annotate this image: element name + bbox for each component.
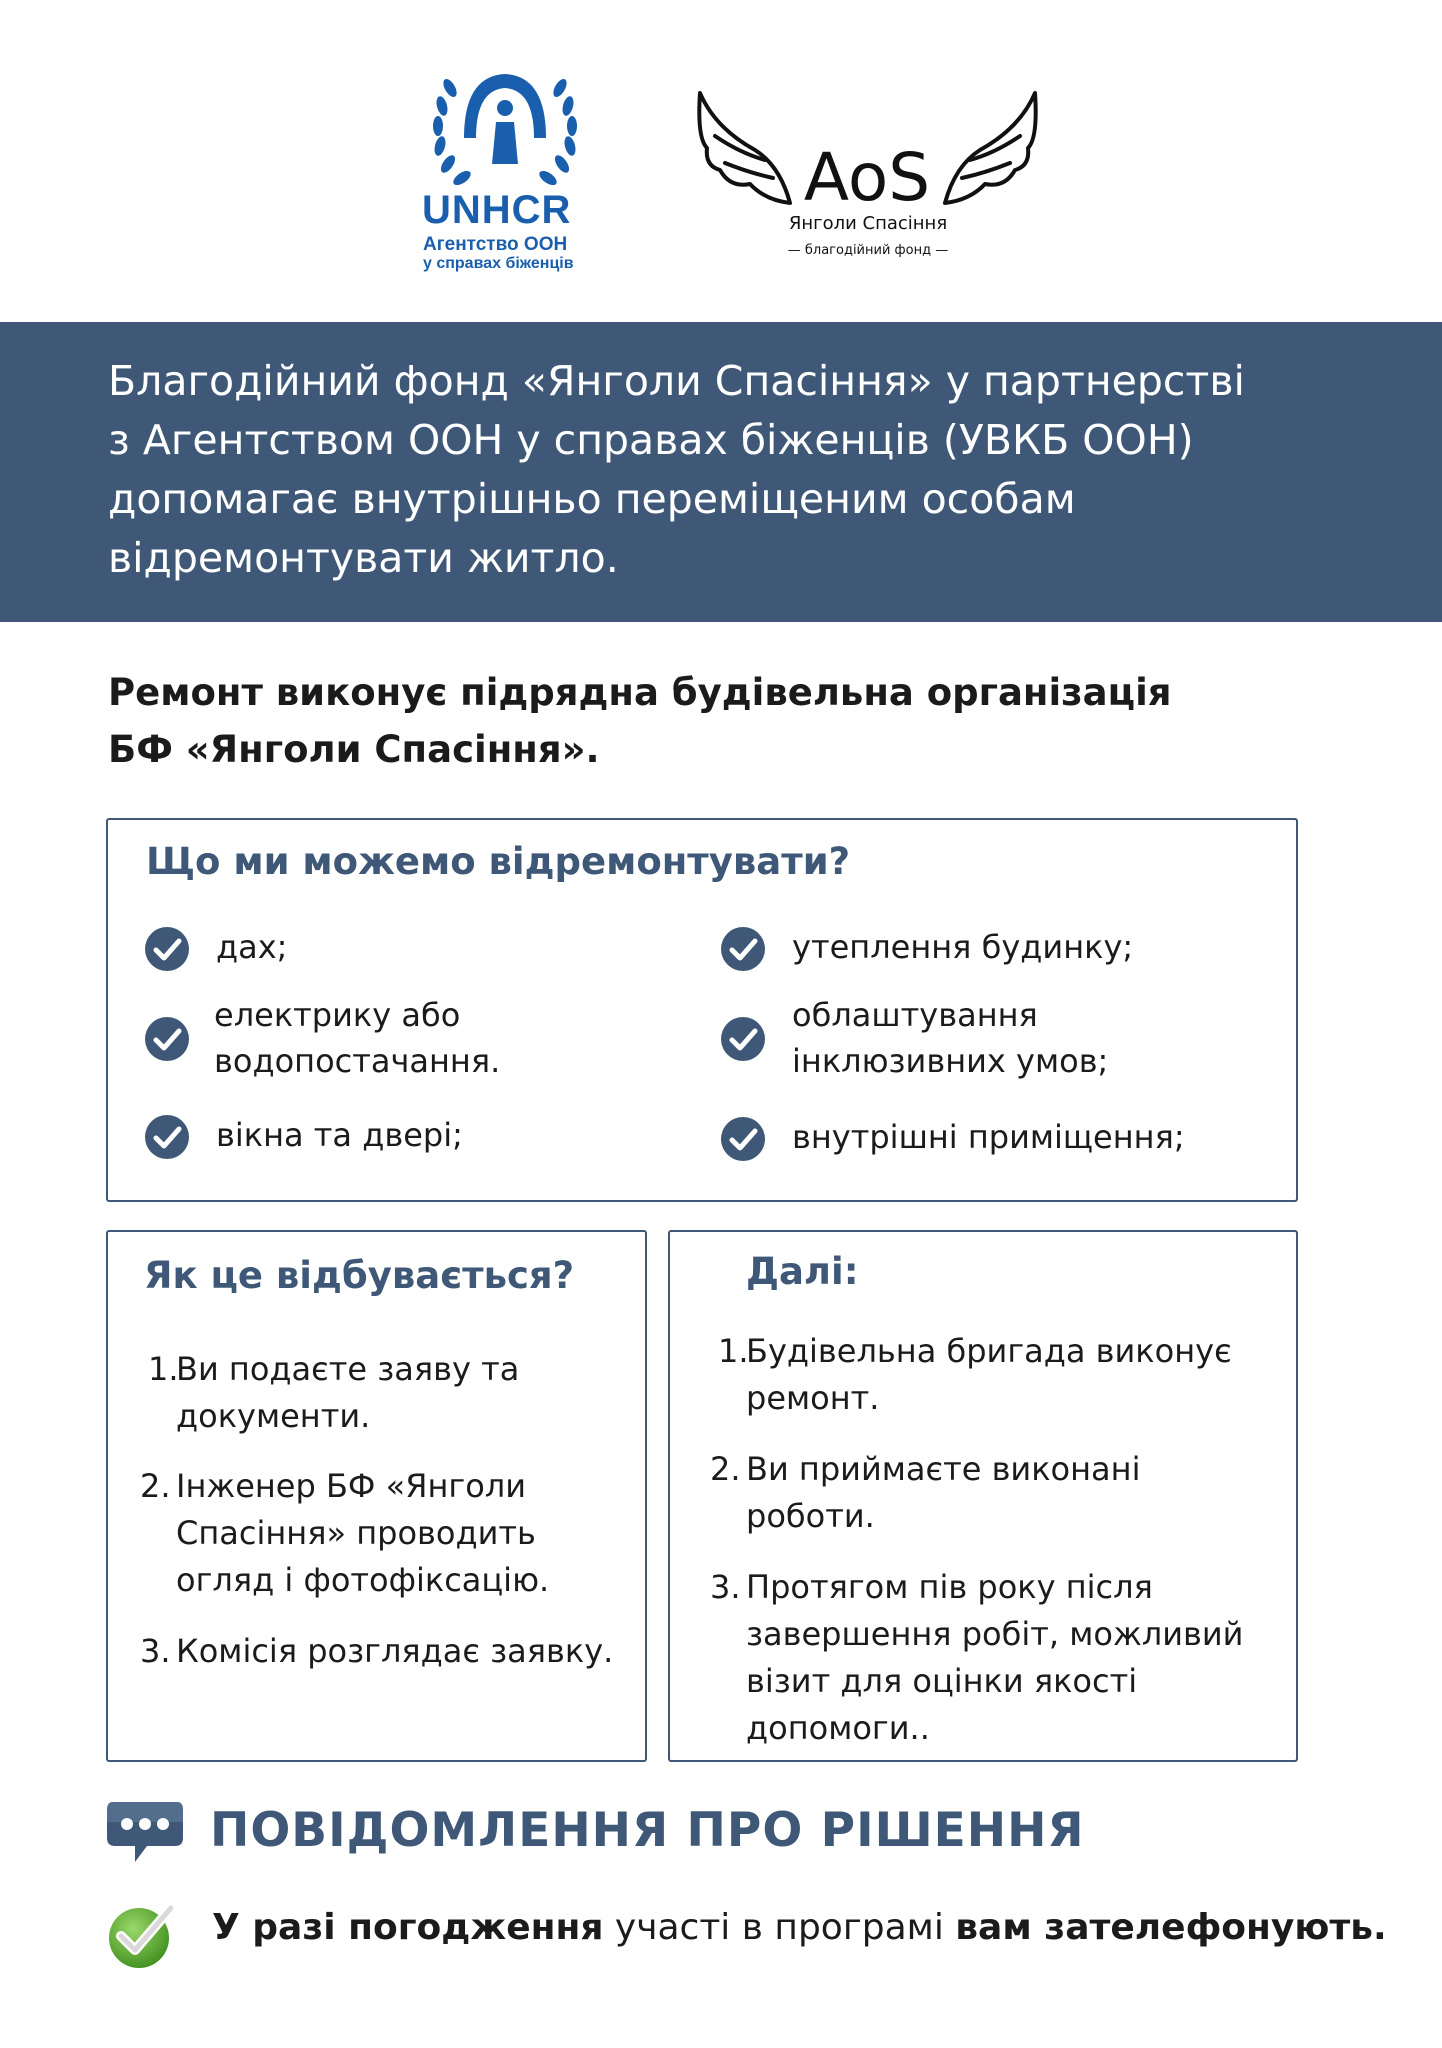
step-number: 2.	[710, 1450, 741, 1488]
intro-line: допомагає внутрішньо переміщеним особам	[108, 475, 1076, 523]
step-number: 3.	[140, 1632, 171, 1670]
unhcr-name: UNHCR	[422, 188, 572, 232]
step-line: ремонт.	[746, 1379, 880, 1417]
aos-subtitle: — благодійний фонд —	[787, 243, 949, 258]
intro-text	[108, 352, 1388, 588]
angels-of-salvation-logo-icon	[695, 88, 1040, 223]
step-line: документи.	[176, 1397, 371, 1435]
check-circle-icon	[720, 1016, 766, 1062]
repair-item-windows: вікна та двері;	[216, 1116, 463, 1154]
repair-item-electric	[214, 992, 500, 1084]
notice-middle: участі в програмі	[603, 1907, 956, 1948]
aos-name: Янголи Спасіння	[788, 213, 948, 234]
check-circle-icon	[720, 926, 766, 972]
unhcr-subtitle-line2: у справах біженців	[423, 255, 574, 272]
aos-mark: AoS	[803, 139, 931, 216]
how-step	[140, 1628, 640, 1675]
intro-line: з Агентством ООН у справах біженців (УВКБ ООН)	[108, 416, 1194, 464]
step-line: візит для оцінки якості	[746, 1662, 1138, 1700]
check-circle-icon	[144, 926, 190, 972]
repair-item-line: облаштування	[792, 996, 1038, 1034]
step-line: огляд і фотофіксацію.	[176, 1561, 550, 1599]
notice-bold-end: вам зателефонують.	[955, 1907, 1387, 1948]
repair-item-inclusive	[792, 992, 1108, 1084]
decision-notice-text	[212, 1907, 1387, 1948]
notice-bold-start: У разі погодження	[212, 1907, 604, 1948]
step-line: завершення робіт, можливий	[746, 1615, 1244, 1653]
step-line: роботи.	[746, 1497, 875, 1535]
check-circle-icon	[144, 1016, 190, 1062]
step-line: Ви приймаєте виконані	[746, 1450, 1141, 1488]
how-it-works-box	[106, 1230, 647, 1762]
decision-notice-title: ПОВІДОМЛЕННЯ ПРО РІШЕННЯ	[210, 1803, 1085, 1858]
logos-area	[0, 0, 1442, 322]
step-number: 1.	[718, 1332, 749, 1370]
lead-line: Ремонт виконує підрядна будівельна організація	[108, 671, 1172, 714]
repair-item-roof: дах;	[216, 928, 288, 966]
how-title: Як це відбувається?	[144, 1254, 575, 1297]
next-step	[710, 1564, 1295, 1752]
how-step	[140, 1463, 630, 1604]
lead-line: БФ «Янголи Спасіння».	[108, 728, 600, 771]
step-line: допомоги..	[746, 1709, 930, 1747]
lead-statement	[108, 664, 1308, 778]
step-line: Ви подаєте заяву та	[176, 1350, 520, 1388]
step-number: 1.	[148, 1350, 179, 1388]
chat-bubble-icon	[105, 1798, 185, 1866]
step-line: Спасіння» проводить	[176, 1514, 536, 1552]
repair-item-line: водопостачання.	[214, 1042, 501, 1080]
next-step	[710, 1446, 1290, 1540]
repairs-box	[106, 818, 1298, 1202]
repairs-title: Що ми можемо відремонтувати?	[146, 840, 851, 883]
intro-line: Благодійний фонд «Янголи Спасіння» у партнерстві	[108, 357, 1245, 405]
next-title: Далі:	[746, 1250, 859, 1293]
green-check-icon	[105, 1900, 177, 1972]
next-step	[718, 1328, 1288, 1422]
unhcr-subtitle-line1: Агентство ООН	[423, 234, 568, 255]
repair-item-line: інклюзивних умов;	[792, 1042, 1109, 1080]
next-steps-box	[668, 1230, 1298, 1762]
step-line: Будівельна бригада виконує	[746, 1332, 1232, 1370]
step-line: Протягом пів року після	[746, 1568, 1153, 1606]
repair-item-line: електрику або	[214, 996, 461, 1034]
repair-item-insulation: утеплення будинку;	[792, 928, 1134, 966]
check-circle-icon	[144, 1114, 190, 1160]
how-step	[148, 1346, 628, 1440]
step-line: Інженер БФ «Янголи	[176, 1467, 527, 1505]
intro-banner	[0, 322, 1442, 622]
step-number: 2.	[140, 1467, 171, 1505]
step-number: 3.	[710, 1568, 741, 1606]
step-line: Комісія розглядає заявку.	[176, 1632, 614, 1670]
intro-line: відремонтувати житло.	[108, 534, 619, 582]
check-circle-icon	[720, 1116, 766, 1162]
repair-item-interior: внутрішні приміщення;	[792, 1118, 1185, 1156]
